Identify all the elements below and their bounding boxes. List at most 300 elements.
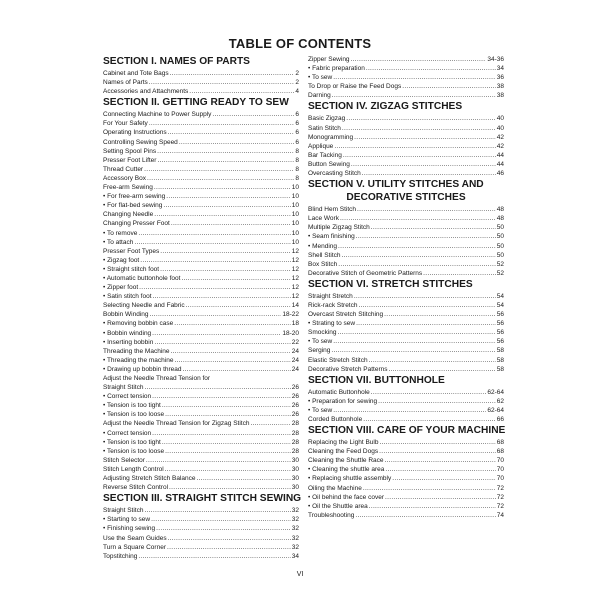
toc-entry: [308, 365, 504, 374]
toc-entry-label: • Drawing up bobbin thread: [103, 365, 182, 373]
toc-entry-page: 28: [291, 438, 299, 446]
dot-leader: [212, 110, 294, 119]
toc-entry-label: Bobbin Winding: [103, 311, 149, 319]
toc-entry: [308, 260, 504, 269]
toc-entry: [103, 165, 299, 174]
toc-entry-label: Lace Work: [308, 215, 339, 223]
dot-leader: [183, 365, 291, 374]
dot-leader: [384, 310, 496, 319]
toc-entry: [103, 319, 299, 328]
toc-left-column: [103, 55, 302, 561]
toc-entry: [103, 256, 299, 265]
toc-entry-label: Overcasting Stitch: [308, 170, 361, 178]
dot-leader: [154, 183, 291, 192]
toc-entry-page: 30: [291, 484, 299, 492]
toc-entry-page: 18: [291, 320, 299, 328]
toc-entry-label: Basic Zigzag: [308, 115, 346, 123]
toc-entry-page: 62: [496, 397, 504, 405]
toc-entry: [308, 205, 504, 214]
toc-entry-label: Operating Instructions: [103, 129, 167, 137]
toc-entry-label: • Automatic buttonhole foot: [103, 274, 181, 282]
toc-entry: [103, 438, 299, 447]
toc-entry: [103, 347, 299, 356]
dot-leader: [189, 87, 294, 96]
toc-entry: [308, 214, 504, 223]
toc-entry: [103, 78, 299, 87]
toc-entry: [103, 219, 299, 228]
toc-entry-label: Straight Stitch: [103, 384, 144, 392]
page-title: TABLE OF CONTENTS: [228, 36, 372, 51]
toc-entry-label: Straight Stretch: [308, 292, 353, 300]
dot-leader: [371, 388, 487, 397]
dot-leader: [371, 223, 496, 232]
toc-entry-page: 6: [295, 138, 299, 146]
dot-leader: [338, 260, 496, 269]
toc-entry-label: Shell Stitch: [308, 251, 341, 259]
dot-leader: [150, 310, 282, 319]
toc-entry-page: 34: [496, 65, 504, 73]
toc-entry-page: 6: [295, 120, 299, 128]
dot-leader: [156, 524, 291, 533]
dot-leader: [369, 356, 496, 365]
toc-entry: [308, 456, 504, 465]
dot-leader: [186, 301, 291, 310]
dot-leader: [139, 283, 291, 292]
toc-entry-label: Bar Tacking: [308, 151, 342, 159]
section-heading: SECTION III. STRAIGHT STITCH SEWING: [103, 493, 302, 505]
toc-entry-label: Reverse Stitch Control: [103, 484, 169, 492]
toc-entry-page: 24: [291, 347, 299, 355]
toc-entry: [308, 493, 504, 502]
toc-entry: [308, 91, 504, 100]
dot-leader: [385, 465, 495, 474]
toc-entry-label: Setting Spool Pins: [103, 147, 157, 155]
toc-entry-page: 72: [496, 493, 504, 501]
dot-leader: [165, 465, 291, 474]
dot-leader: [363, 415, 496, 424]
dot-leader: [369, 502, 496, 511]
toc-entry: [103, 465, 299, 474]
toc-entry: [103, 429, 299, 438]
toc-entry: [103, 274, 299, 283]
toc-entry-page: 30: [291, 475, 299, 483]
dot-leader: [366, 64, 496, 73]
dot-leader: [162, 438, 291, 447]
toc-entry-page: 72: [496, 502, 504, 510]
toc-entry-label: Button Sewing: [308, 160, 350, 168]
toc-entry-label: • To sew: [308, 406, 333, 414]
toc-entry-page: 58: [496, 356, 504, 364]
toc-entry-page: 22: [291, 338, 299, 346]
dot-leader: [138, 229, 290, 238]
dot-leader: [211, 374, 298, 383]
toc-entry-label: Turn a Square Corner: [103, 543, 166, 551]
toc-entry: [308, 169, 504, 178]
page-number: VI: [296, 571, 304, 578]
toc-entry-label: • Inserting bobbin: [103, 338, 154, 346]
toc-entry-page: 74: [496, 511, 504, 519]
toc-entry-page: 38: [496, 92, 504, 100]
toc-entry-page: 44: [496, 151, 504, 159]
toc-entry-label: • Oil the Shuttle area: [308, 502, 368, 510]
toc-entry: [103, 329, 299, 338]
toc-entry-label: Cabinet and Tote Bags: [103, 70, 169, 77]
toc-entry-page: 44: [496, 160, 504, 168]
dot-leader: [151, 515, 291, 524]
toc-entry-label: Decorative Stitch of Geometric Patterns: [308, 269, 423, 277]
toc-entry: [103, 174, 299, 183]
toc-entry: [103, 365, 299, 374]
toc-entry: [308, 388, 504, 397]
toc-entry: [103, 392, 299, 401]
toc-entry-page: 62-64: [487, 388, 504, 396]
toc-entry: [103, 265, 299, 274]
dot-leader: [346, 114, 496, 123]
toc-entry-label: Box Stitch: [308, 260, 338, 268]
toc-entry-page: 10: [291, 220, 299, 228]
dot-leader: [332, 91, 496, 100]
toc-entry-label: • To sew: [308, 338, 333, 346]
toc-entry: [103, 515, 299, 524]
toc-entry-page: 56: [496, 320, 504, 328]
toc-entry: [103, 247, 299, 256]
toc-entry-label: • Bobbin winding: [103, 329, 152, 337]
dot-leader: [157, 156, 294, 165]
toc-entry-page: 28: [291, 447, 299, 455]
dot-leader: [250, 419, 290, 428]
toc-entry-label: • Removing bobbin case: [103, 320, 174, 328]
toc-entry-label: Thread Cutter: [103, 165, 144, 173]
dot-leader: [144, 383, 290, 392]
toc-entry-label: Darning: [308, 92, 331, 100]
toc-entry-page: 66: [496, 416, 504, 423]
dot-leader: [170, 69, 295, 78]
dot-leader: [385, 493, 496, 502]
toc-entry: [103, 338, 299, 347]
toc-entry-label: Connecting Machine to Power Supply: [103, 111, 212, 119]
dot-leader: [140, 256, 291, 265]
toc-entry-page: 2: [295, 70, 299, 77]
toc-entry: [103, 552, 299, 561]
toc-entry: [103, 524, 299, 533]
dot-leader: [153, 292, 291, 301]
toc-entry: [308, 502, 504, 511]
dot-leader: [154, 338, 290, 347]
toc-entry-page: 56: [496, 311, 504, 319]
toc-entry-page: 30: [291, 456, 299, 464]
toc-entry: [103, 156, 299, 165]
toc-entry-page: 8: [295, 174, 299, 182]
toc-entry-page: 42: [496, 142, 504, 150]
toc-entry: [103, 474, 299, 483]
toc-entry-page: 10: [291, 238, 299, 246]
dot-leader: [379, 447, 496, 456]
toc-entry: [103, 506, 299, 515]
dot-leader: [138, 552, 290, 561]
dot-leader: [331, 346, 495, 355]
dot-leader: [144, 165, 294, 174]
toc-entry: [308, 415, 504, 424]
toc-entry: [103, 229, 299, 238]
dot-leader: [162, 401, 291, 410]
toc-entry-page: 10: [291, 229, 299, 237]
toc-entry: [308, 484, 504, 493]
toc-entry-page: 50: [496, 242, 504, 250]
toc-entry-page: 6: [295, 111, 299, 119]
toc-entry-page: 8: [295, 156, 299, 164]
toc-entry-page: 54: [496, 301, 504, 309]
toc-entry-label: Troubleshooting: [308, 511, 355, 519]
toc-entry-label: Accessory Box: [103, 174, 146, 182]
toc-entry-page: 28: [291, 429, 299, 437]
toc-entry: [308, 142, 504, 151]
toc-entry-label: Presser Foot Lifter: [103, 156, 157, 164]
dot-leader: [423, 269, 496, 278]
toc-entry: [308, 223, 504, 232]
toc-entry-page: 52: [496, 260, 504, 268]
toc-entry-page: 12: [291, 274, 299, 282]
toc-entry-label: Accessories and Attachments: [103, 88, 189, 96]
toc-entry-page: 18-22: [282, 311, 299, 319]
toc-entry: [308, 406, 504, 415]
toc-entry: [308, 465, 504, 474]
toc-entry-label: • Cleaning the shuttle area: [308, 466, 385, 474]
toc-entry-label: Stitch Length Control: [103, 465, 164, 473]
toc-entry-label: To Drop or Raise the Feed Dogs: [308, 83, 402, 91]
toc-entry-label: Applique: [308, 142, 334, 150]
toc-entry: [103, 210, 299, 219]
toc-entry-label: Corded Buttonhole: [308, 416, 363, 423]
dot-leader: [351, 160, 496, 169]
dot-leader: [342, 124, 496, 133]
toc-entry-label: • Seam finishing: [308, 233, 355, 241]
toc-entry-label: Automatic Buttonhole: [308, 388, 370, 396]
toc-entry-label: Free-arm Sewing: [103, 184, 153, 192]
toc-entry-page: 56: [496, 338, 504, 346]
toc-entry-label: Satin Stitch: [308, 124, 341, 132]
dot-leader: [355, 511, 495, 520]
toc-entry-page: 34: [291, 552, 299, 560]
toc-entry: [103, 356, 299, 365]
toc-entry-page: 8: [295, 165, 299, 173]
toc-entry: [103, 292, 299, 301]
dot-leader: [171, 219, 291, 228]
dot-leader: [354, 133, 496, 142]
section-heading: SECTION VII. BUTTONHOLE: [308, 374, 445, 386]
toc-entry: [103, 310, 299, 319]
toc-entry-page: 12: [291, 256, 299, 264]
toc-entry-label: Stitch Selector: [103, 456, 145, 464]
toc-entry-page: 30: [291, 465, 299, 473]
toc-entry: [103, 483, 299, 492]
toc-entry-label: • For free-arm sewing: [103, 193, 166, 201]
dot-leader: [385, 456, 496, 465]
toc-entry-label: Cleaning the Feed Dogs: [308, 448, 379, 456]
toc-entry-page: 12: [291, 265, 299, 273]
toc-entry: [308, 337, 504, 346]
dot-leader: [144, 506, 290, 515]
dot-leader: [356, 232, 496, 241]
toc-entry-label: Adjusting Stretch Stitch Balance: [103, 475, 196, 483]
toc-entry: [308, 301, 504, 310]
toc-entry-label: Threading the Machine: [103, 347, 170, 355]
toc-entry-label: Changing Needle: [103, 211, 154, 219]
toc-entry-label: For Your Safety: [103, 120, 148, 128]
dot-leader: [342, 251, 496, 260]
section-heading: SECTION II. GETTING READY TO SEW: [103, 97, 289, 109]
toc-entry-label: • Zigzag foot: [103, 256, 140, 264]
toc-entry: [103, 192, 299, 201]
toc-entry-label: • To sew: [308, 74, 333, 82]
toc-entry: [308, 55, 504, 64]
toc-entry-label: Names of Parts: [103, 79, 148, 87]
dot-leader: [197, 474, 291, 483]
toc-entry: [103, 383, 299, 392]
toc-entry: [308, 269, 504, 278]
toc-entry-label: • Fabric preparation: [308, 65, 365, 73]
toc-entry-page: 58: [496, 365, 504, 373]
toc-entry: [308, 474, 504, 483]
toc-entry-page: 32: [291, 543, 299, 551]
dot-leader: [181, 274, 290, 283]
toc-entry: [103, 201, 299, 210]
toc-entry-page: 10: [291, 193, 299, 201]
toc-entry-label: • Mending: [308, 242, 338, 250]
toc-entry: [308, 328, 504, 337]
toc-entry-label: Straight Stitch: [103, 507, 144, 515]
toc-entry-page: 2: [295, 79, 299, 87]
toc-entry-page: 50: [496, 251, 504, 259]
toc-entry-label: • For flat-bed sewing: [103, 202, 163, 210]
dot-leader: [147, 174, 294, 183]
dot-leader: [152, 429, 291, 438]
dot-leader: [334, 142, 495, 151]
toc-entry-label: Selecting Needle and Fabric: [103, 302, 185, 310]
toc-entry-page: 68: [496, 448, 504, 456]
toc-entry: [308, 114, 504, 123]
toc-entry-page: 4: [295, 88, 299, 96]
toc-entry-label: Controlling Sewing Speed: [103, 138, 178, 146]
toc-entry: [103, 87, 299, 96]
toc-entry: [308, 292, 504, 301]
dot-leader: [356, 319, 496, 328]
dot-leader: [169, 483, 291, 492]
toc-entry: [103, 119, 299, 128]
toc-entry-label: Multiple Zigzag Stitch: [308, 224, 370, 232]
toc-entry: [308, 346, 504, 355]
toc-entry-page: 48: [496, 206, 504, 214]
toc-entry-page: 28: [291, 420, 299, 428]
toc-entry: [103, 147, 299, 156]
dot-leader: [338, 328, 496, 337]
toc-entry: [308, 73, 504, 82]
dot-leader: [351, 55, 487, 64]
toc-entry-label: Serging: [308, 347, 331, 355]
toc-entry-page: 52: [496, 269, 504, 277]
toc-entry-page: 32: [291, 507, 299, 515]
dot-leader: [149, 119, 295, 128]
toc-entry-label: • To remove: [103, 229, 138, 237]
dot-leader: [165, 410, 291, 419]
toc-entry-label: • Strating to sew: [308, 320, 356, 328]
toc-entry-label: • Zipper foot: [103, 284, 139, 292]
toc-entry: [308, 438, 504, 447]
toc-entry: [103, 543, 299, 552]
toc-entry-label: Use the Seam Guides: [103, 534, 167, 542]
dot-leader: [154, 210, 291, 219]
toc-entry-page: 14: [291, 302, 299, 310]
dot-leader: [168, 128, 295, 137]
dot-leader: [333, 406, 486, 415]
toc-entry: [308, 82, 504, 91]
toc-entry: [103, 183, 299, 192]
toc-entry-page: 18-20: [282, 329, 299, 337]
dot-leader: [179, 138, 295, 147]
section-heading: SECTION I. NAMES OF PARTS: [103, 56, 250, 67]
dot-leader: [165, 447, 291, 456]
toc-entry: [308, 242, 504, 251]
toc-entry: [308, 133, 504, 142]
toc-entry-page: 34-36: [487, 56, 504, 63]
toc-entry-label: • Tension is too loose: [103, 411, 165, 419]
dot-leader: [166, 192, 291, 201]
dot-leader: [388, 365, 495, 374]
dot-leader: [333, 337, 496, 346]
dot-leader: [152, 392, 291, 401]
toc-entry: [103, 69, 299, 78]
toc-entry-label: Replacing the Light Bulb: [308, 439, 379, 447]
dot-leader: [174, 319, 291, 328]
toc-entry: [103, 447, 299, 456]
toc-entry-page: 38: [496, 83, 504, 91]
dot-leader: [163, 201, 290, 210]
dot-leader: [174, 356, 290, 365]
toc-entry-page: 72: [496, 484, 504, 492]
toc-entry: [308, 151, 504, 160]
toc-entry-page: 6: [295, 129, 299, 137]
toc-entry: [308, 160, 504, 169]
toc-entry: [308, 319, 504, 328]
toc-entry-label: Adjust the Needle Thread Tension for Zigzag Stitch: [103, 420, 250, 428]
toc-entry-label: • Correct tension: [103, 429, 152, 437]
toc-entry-page: 40: [496, 124, 504, 132]
toc-entry-page: 26: [291, 393, 299, 401]
toc-entry: [308, 232, 504, 241]
toc-entry-label: Cleaning the Shuttle Race: [308, 457, 384, 465]
toc-entry-label: • Threading the machine: [103, 356, 174, 364]
toc-entry-page: 24: [291, 365, 299, 373]
dot-leader: [343, 151, 496, 160]
toc-entry-label: Rick-rack Stretch: [308, 301, 358, 309]
section-heading: SECTION VI. STRETCH STITCHES: [308, 278, 473, 290]
toc-entry-page: 42: [496, 133, 504, 141]
toc-entry-page: 48: [496, 215, 504, 223]
toc-entry-page: 26: [291, 384, 299, 392]
toc-entry-page: 46: [496, 170, 504, 178]
toc-entry-label: Monogramming: [308, 133, 354, 141]
toc-entry: [103, 128, 299, 137]
dot-leader: [167, 543, 291, 552]
toc-entry-page: 70: [496, 466, 504, 474]
toc-entry-label: • Tension is too tight: [103, 438, 161, 446]
toc-entry-label: • To attach: [103, 238, 134, 246]
dot-leader: [340, 214, 496, 223]
toc-entry-page: 58: [496, 347, 504, 355]
toc-entry: [308, 447, 504, 456]
toc-entry-page: 12: [291, 247, 299, 255]
toc-entry-page: 10: [291, 211, 299, 219]
toc-entry-label: Adjust the Needle Thread Tension for: [103, 375, 211, 382]
